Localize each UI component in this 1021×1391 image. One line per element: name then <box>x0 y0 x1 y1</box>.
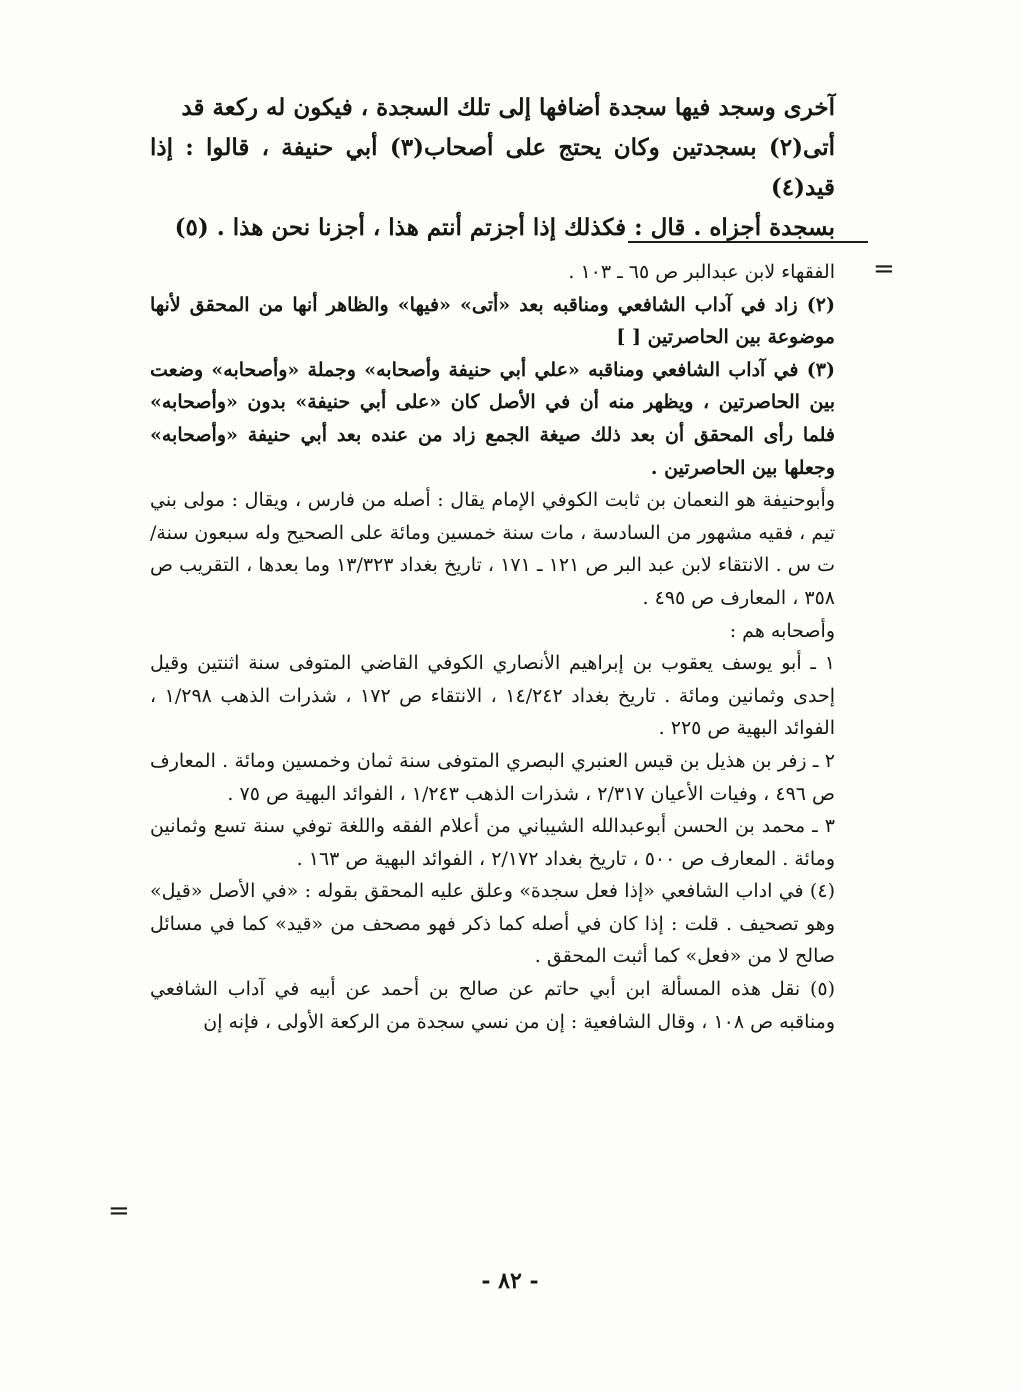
companion-item: ٢ ـ زفر بن هذيل بن قيس العنبري البصري المتوفى سنة ثمان وخمسين ومائة . المعارف ص ٤٩٦ ، وفيات الأعيان ٢/٣١٧ ، شذرات الذهب ١/٢٤٣ ، الفوائد البهية ص ٧٥ . <box>150 749 835 805</box>
companions-heading: وأصحابه هم : <box>729 619 835 642</box>
continuation-mark: = <box>108 1196 130 1226</box>
main-text <box>150 88 835 248</box>
main-text-line: بسجدة أجزاه . قال : فكذلك إذا أجزتم أنتم هذا ، أجزنا نحن هذا . (٥) <box>174 214 835 241</box>
page-number: - ٨٢ - <box>481 1268 539 1294</box>
main-text-line: آخرى وسجد فيها سجدة أضافها إلى تلك السجدة ، فيكون له ركعة قد <box>181 94 835 121</box>
companion-item: ١ ـ أبو يوسف يعقوب بن إبراهيم الأنصاري الكوفي القاضي المتوفى سنة اثنتين وقيل إحدى وثمانين ومائة . تاريخ بغداد ١٤/٢٤٢ ، الانتقاء ص ١٧٢ ، شذرات الذهب ١/٢٩٨ ، الفوائد البهية ص ٢٢٥ . <box>150 652 836 740</box>
footnote-5: (٥) نقل هذه المسألة ابن أبي حاتم عن صالح بن أحمد عن أبيه في آداب الشافعي ومناقبه ص ١٠٨ ، وقال الشافعية : إن من نسي سجدة من الركعة الأولى ، فإنه إن <box>150 978 835 1033</box>
continuation-mark: = <box>873 254 895 284</box>
footnote-3: (٣) في آداب الشافعي ومناقبه «علي أبي حنيفة وأصحابه» وجملة «وأصحابه» وضعت بين الحاصرتين ، ويظهر منه أن في الأصل كان «على أبي حنيفة» بدون «وأصحابه» فلما رأى المحقق أن بعد ذلك صيغة الجمع زاد من عنده بعد أبي حنيفة «وأصحابه» وجعلها بين الحاصرتين . <box>150 358 835 479</box>
companion-item: ٣ ـ محمد بن الحسن أبوعبدالله الشيباني من أعلام الفقه واللغة توفي سنة تسع وثمانين ومائة . المعارف ص ٥٠٠ ، تاريخ بغداد ٢/١٧٢ ، الفوائد البهية ص ١٦٣ . <box>150 815 835 870</box>
footnotes <box>150 256 835 1038</box>
note-abu-hanifa: وأبوحنيفة هو النعمان بن ثابت الكوفي الإمام يقال : أصله من فارس ، ويقال : مولى بني تيم ، فقيه مشهور من السادسة ، مات سنة خمسين ومائة على الصحيح وله سبعون سنة/ت س . الانتقاء لابن عبد البر ص ١٢١ ـ ١٧١ ، تاريخ بغداد ١٣/٣٢٣ وما بعدها ، التقريب ص ٣٥٨ ، المعارف ص ٤٩٥ . <box>150 489 835 609</box>
footnote-continued: الفقهاء لابن عبدالبر ص ٦٥ ـ ١٠٣ . <box>568 261 835 283</box>
main-text-line: أتى(٢) بسجدتين وكان يحتج على أصحاب(٣) أبي حنيفة ، قالوا : إذا قيد(٤) <box>150 134 835 201</box>
footnote-4: (٤) في اداب الشافعي «إذا فعل سجدة» وعلق عليه المحقق بقوله : «في الأصل «قيل» وهو تصحيف . قلت : إذا كان في أصله كما ذكر فهو مصحف من «قيد» كما في مسائل صالح لا من «فعل» كما أثبت المحقق . <box>150 880 835 968</box>
footnote-2: (٢) زاد في آداب الشافعي ومناقبه بعد «أتى» «فيها» والظاهر أنها من المحقق لأنها موضوعة بين الحاصرتين [ ] <box>150 293 835 349</box>
footnote-separator <box>628 241 868 243</box>
